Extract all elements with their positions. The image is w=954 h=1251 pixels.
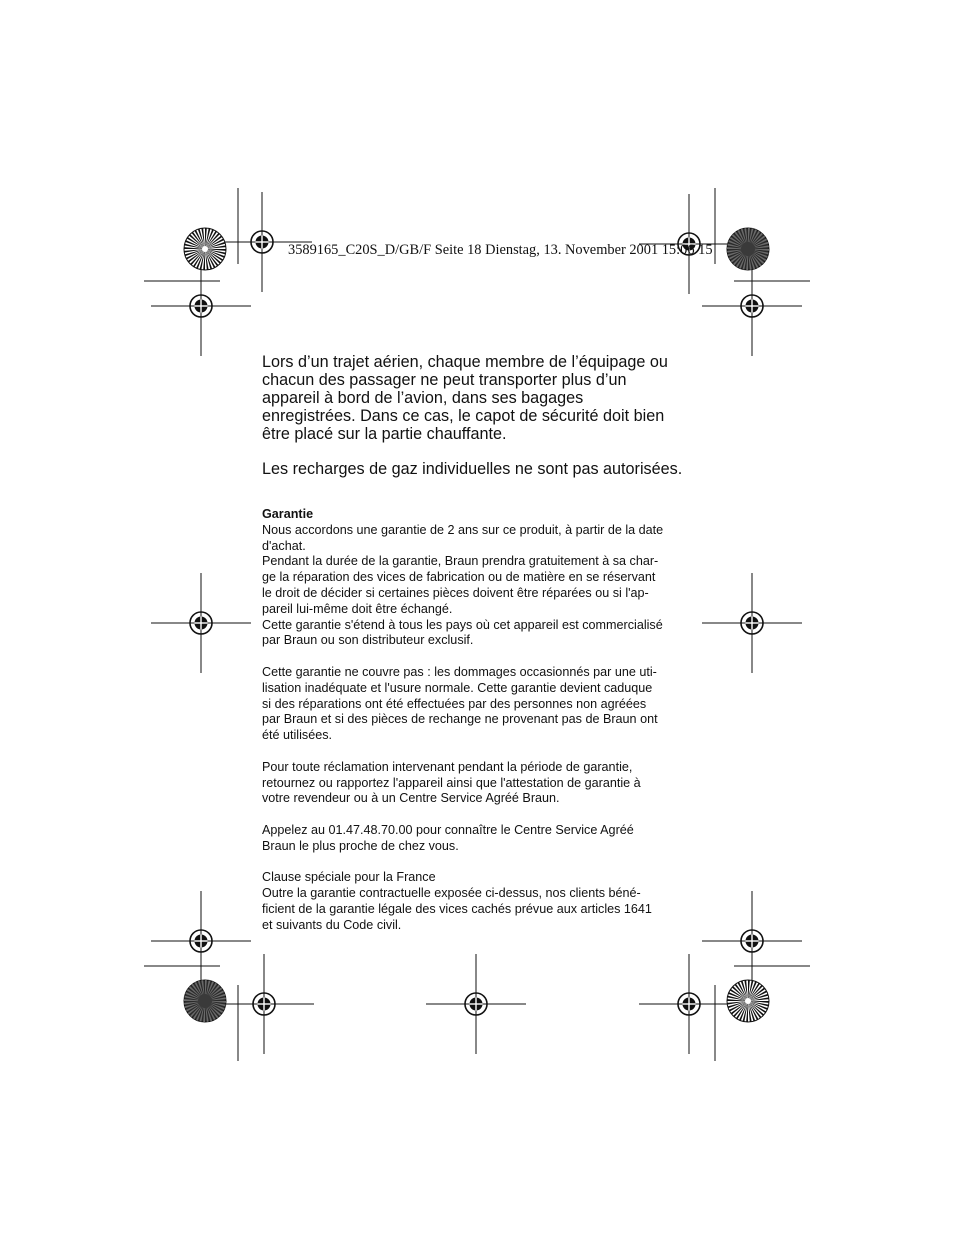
air-travel-paragraph: Lors d’un trajet aérien, chaque membre de l’équipage ou chacun des passager ne peut transporter plus d’un appareil à bord de l’avion, dans ses bagages enregistrées. Dans ce cas, le capot de sécurité doit bien être placé sur la partie chauffante. xyxy=(262,352,668,443)
guarantee-heading: Garantie xyxy=(262,507,314,521)
registration-mark-icon xyxy=(702,256,802,356)
registration-mark-icon xyxy=(702,891,802,991)
air-travel-notice xyxy=(262,336,702,497)
guarantee-paragraph: Cette garantie ne couvre pas : les dommages occasionnés par une uti- lisation inadéquate et l'usure normale. Cette garantie devient caduque si des réparations ont été effectuées par des personnes non agréées par Braun et si des pièces de rechange ne provenant pas de Braun ont été utilisées. xyxy=(262,664,658,743)
color-wheel-icon xyxy=(184,980,226,1022)
guarantee-paragraph: Nous accordons une garantie de 2 ans sur ce produit, à partir de la date d'achat. Pendant la durée de la garantie, Braun prendra gratuitement à sa char- ge la réparation des vices de fabrication ou de matière en se réservant le droit de décider si certaines pièces doivent être réparées ou si l'ap- pareil lui-même doit être échangé. Cette garantie s'étend à tous les pays où cet appareil est commercialisé par Braun ou son distributeur exclusif. xyxy=(262,522,664,648)
registration-mark-icon xyxy=(702,573,802,673)
registration-mark-icon xyxy=(151,891,251,991)
registration-mark-icon xyxy=(426,954,526,1054)
color-wheel-icon xyxy=(727,228,769,270)
registration-mark-icon xyxy=(151,573,251,673)
registration-mark-icon xyxy=(639,954,739,1054)
guarantee-paragraph: Clause spéciale pour la France Outre la garantie contractuelle exposée ci-dessus, nos clients béné- ficient de la garantie légale des vices cachés prévue aux articles 1641 et suivants du Code civil. xyxy=(262,870,652,932)
guarantee-section xyxy=(262,507,702,949)
color-wheel-icon xyxy=(184,228,226,270)
color-wheel-icon xyxy=(727,980,769,1022)
registration-mark-icon xyxy=(214,954,314,1054)
guarantee-paragraph: Appelez au 01.47.48.70.00 pour connaître le Centre Service Agréé Braun le plus proche de chez vous. xyxy=(262,822,634,853)
guarantee-paragraph: Pour toute réclamation intervenant pendant la période de garantie, retournez ou rapportez l'appareil ainsi que l'attestation de garantie à votre revendeur ou à un Centre Service Agréé Braun. xyxy=(262,759,641,806)
gas-refill-paragraph: Les recharges de gaz individuelles ne sont pas autorisées. xyxy=(262,460,683,479)
print-slug-line: 3589165_C20S_D/GB/F Seite 18 Dienstag, 13. November 2001 15:06 15 xyxy=(288,242,713,258)
registration-mark-icon xyxy=(151,256,251,356)
